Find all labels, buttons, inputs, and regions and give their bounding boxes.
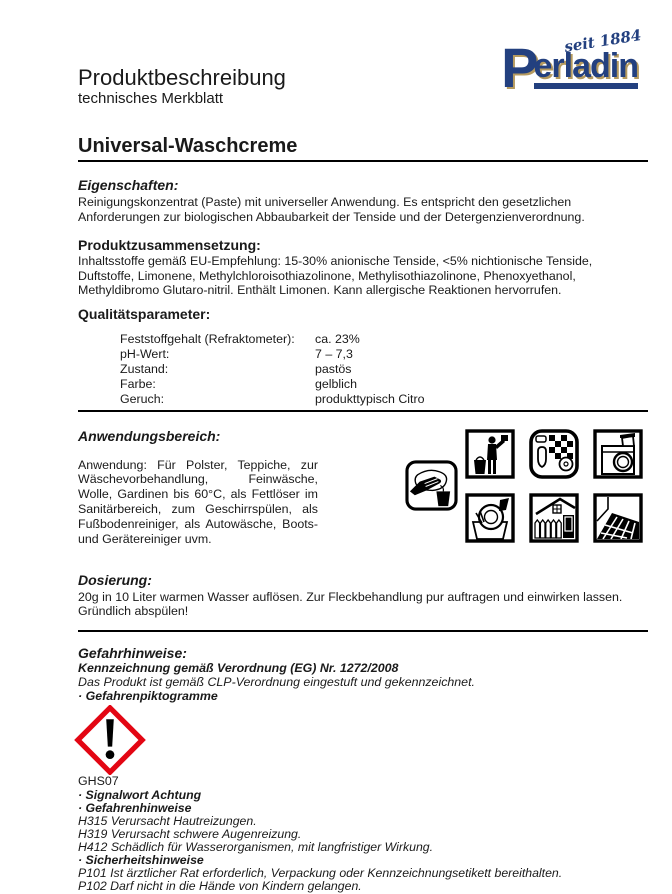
section-heading-eigenschaften: Eigenschaften:: [78, 177, 179, 193]
piktogramme-label: · Gefahrenpiktogramme: [78, 688, 218, 703]
section-heading-produktzusammensetzung: Produktzusammensetzung:: [78, 237, 261, 253]
regulation-label: Kennzeichnung gemäß Verordnung (EG) Nr. 1272/2008: [78, 660, 399, 675]
param-label: Geruch:: [120, 391, 165, 406]
h-statement: H315 Verursacht Hautreizungen.: [78, 814, 257, 829]
table-row: [78, 332, 648, 347]
eigenschaften-text: Reinigungskonzentrat (Paste) mit universeller Anwendung. Es entspricht den gesetzlichen Anforderungen zur biologischen Abbaubarkeit der Tenside und der Detergenzienverordnung.: [78, 195, 585, 224]
logo-rest: erladin: [534, 49, 638, 89]
anwendung-text: Anwendung: Für Polster, Teppiche, zur Wäschevorbehandlung, Feinwäsche, Wolle, Gardinen bis 60°C, als Fettlöser im Sanitärbereich, zum Geschirrspülen, als Fußbodenreiniger, als Autowäsche, Boots- und Gerätereiniger uvm.: [78, 457, 318, 547]
table-row: [78, 347, 648, 362]
dishwashing-icon: [465, 493, 515, 543]
dosierung-text: 20g in 10 Liter warmen Wasser auflösen. Zur Fleckbehandlung pur auftragen und einwirken lassen. Gründlich abspülen!: [78, 589, 623, 619]
floor-tiles-icon: [593, 493, 643, 543]
param-value: 7 – 7,3: [315, 346, 353, 361]
ghs07-exclamation-icon: [74, 705, 146, 775]
document-subtitle: technisches Merkblatt: [78, 90, 224, 107]
product-name-title: Universal-Waschcreme: [78, 135, 648, 162]
wall-cleaning-person-icon: [465, 429, 515, 479]
param-value: pastös: [315, 361, 352, 376]
divider: [78, 630, 648, 632]
washing-canister-icon: [593, 429, 643, 479]
bathroom-tiles-icon: [529, 429, 579, 479]
p-statement: P101 Ist ärztlicher Rat erforderlich, Verpackung oder Kennzeichnungsetikett bereithalten.: [78, 866, 563, 881]
param-label: Feststoffgehalt (Refraktometer):: [120, 331, 295, 346]
param-value: ca. 23%: [315, 331, 360, 346]
zusammensetzung-text: Inhaltsstoffe gemäß EU-Empfehlung: 15-30% anionische Tenside, <5% nichtionische Tenside, Duftstoffe, Limonene, Methylchloroisothiazolinone, Methylisothiazolinone, Phenoxyethanol, Methyldibromo Glutaro-nitril. Enthält Limonen. Kann allergische Reaktionen hervorrufen.: [78, 254, 593, 297]
perladin-logo: [472, 26, 642, 110]
sicherheitshinweise-label: · Sicherheitshinweise: [78, 853, 204, 868]
section-heading-dosierung: Dosierung:: [78, 571, 152, 588]
h-statement: H412 Schädlich für Wasserorganismen, mit langfristiger Wirkung.: [78, 840, 434, 855]
hand-wipe-icon: [405, 460, 458, 543]
divider: [78, 410, 648, 412]
section-heading-gefahrhinweise: Gefahrhinweise:: [78, 644, 187, 661]
table-row: [78, 362, 648, 377]
gefahrenhinweise-label: · Gefahrenhinweise: [78, 801, 192, 816]
section-heading-qualitaetsparameter: Qualitätsparameter:: [78, 305, 211, 322]
table-row: [78, 377, 648, 392]
application-pictograms: [405, 429, 643, 543]
table-row: [78, 392, 648, 407]
logo-initial: P: [501, 36, 538, 99]
document-title: Produktbeschreibung: [78, 65, 286, 90]
section-heading-anwendungsbereich: Anwendungsbereich:: [78, 427, 221, 444]
p-statement: P102 Darf nicht in die Hände von Kindern gelangen.: [78, 879, 362, 894]
house-fence-icon: [529, 493, 579, 543]
signalwort-line: · Signalwort Achtung: [78, 788, 202, 803]
logo-wordmark: [501, 36, 638, 99]
logo-tagline: seit 1884: [563, 26, 643, 56]
pictogram-grid: [465, 429, 643, 543]
quality-parameter-table: [78, 332, 648, 407]
param-value: gelblich: [315, 376, 358, 391]
param-label: pH-Wert:: [120, 346, 170, 361]
ghs-code-label: GHS07: [78, 774, 119, 789]
param-label: Farbe:: [120, 376, 156, 391]
h-statement: H319 Verursacht schwere Augenreizung.: [78, 827, 302, 842]
clp-text: Das Produkt ist gemäß CLP-Verordnung eingestuft und gekennzeichnet.: [78, 674, 475, 689]
param-label: Zustand:: [120, 361, 169, 376]
param-value: produkttypisch Citro: [315, 391, 425, 406]
